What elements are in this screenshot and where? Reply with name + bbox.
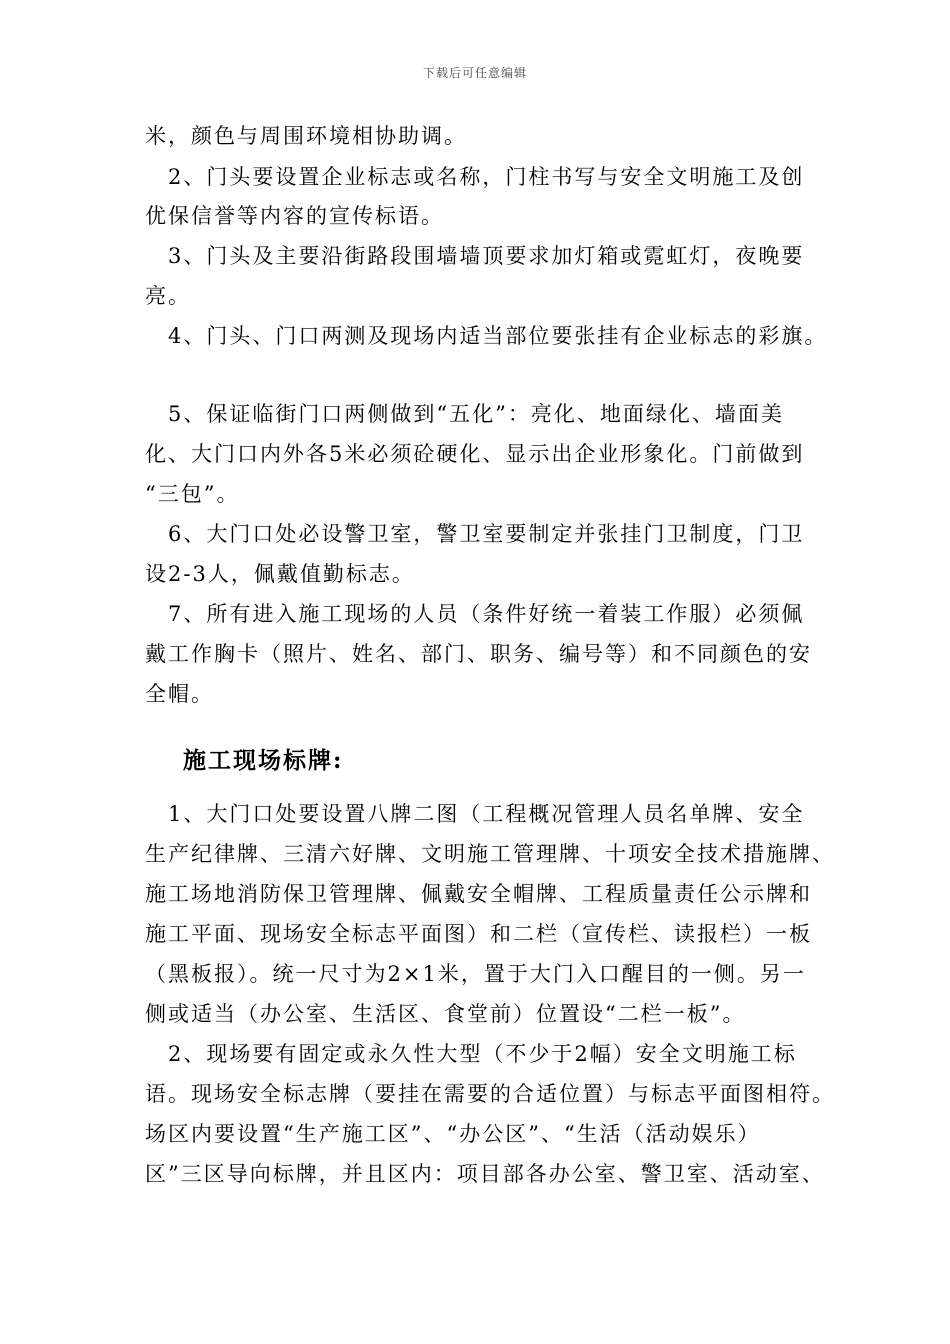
body-line: 设2-3人，佩戴值勤标志。 — [145, 562, 415, 586]
body-line: 戴工作胸卡（照片、姓名、部门、职务、编号等）和不同颜色的安 — [145, 642, 812, 666]
section-body-line: 侧或适当（办公室、生活区、食堂前）位置设“二栏一板”。 — [145, 1002, 746, 1026]
section-body-line: 1、大门口处要设置八牌二图（工程概况管理人员名单牌、安全 — [145, 802, 805, 826]
section-body-line: 语。现场安全标志牌（要挂在需要的合适位置）与标志平面图相符。 — [145, 1082, 835, 1106]
body-line: 全帽。 — [145, 682, 214, 706]
body-line: 亮。 — [145, 284, 191, 308]
body-line: 7、所有进入施工现场的人员（条件好统一着装工作服）必须佩 — [145, 602, 805, 626]
section-body-line: 施工场地消防保卫管理牌、佩戴安全帽牌、工程质量责任公示牌和 — [145, 882, 812, 906]
section-body-line: 区”三区导向标牌，并且区内：项目部各办公室、警卫室、活动室、 — [145, 1162, 825, 1186]
section-body-line: 生产纪律牌、三清六好牌、文明施工管理牌、十项安全技术措施牌、 — [145, 842, 835, 866]
body-line: 优保信誉等内容的宣传标语。 — [145, 204, 444, 228]
body-line: 2、门头要设置企业标志或名称，门柱书写与安全文明施工及创 — [145, 165, 805, 189]
section-body-line: 2、现场要有固定或永久性大型（不少于2幅）安全文明施工标 — [145, 1042, 797, 1066]
section-body-line: （黑板报）。统一尺寸为2×1米，置于大门入口醒目的一侧。另一 — [145, 962, 806, 986]
body-line: 米，颜色与周围环境相协助调。 — [145, 124, 467, 148]
body-line: 3、门头及主要沿街路段围墙墙顶要求加灯箱或霓虹灯，夜晚要 — [145, 244, 805, 268]
body-line: 化、大门口内外各5米必须砼硬化、显示出企业形象化。门前做到 — [145, 442, 805, 466]
page-header-note: 下载后可任意编辑 — [422, 66, 527, 80]
body-line: 4、门头、门口两测及现场内适当部位要张挂有企业标志的彩旗。 — [145, 324, 828, 348]
section-body-line: 施工平面、现场安全标志平面图）和二栏（宣传栏、读报栏）一板 — [145, 922, 812, 946]
section-heading: 施工现场标牌: — [183, 747, 344, 774]
body-line: “三包”。 — [145, 482, 240, 506]
section-body-line: 场区内要设置“生产施工区”、“办公区”、“生活（活动娱乐） — [145, 1122, 761, 1146]
body-line: 5、保证临街门口两侧做到“五化”：亮化、地面绿化、墙面美 — [145, 402, 784, 426]
body-line: 6、大门口处必设警卫室，警卫室要制定并张挂门卫制度，门卫 — [145, 522, 805, 546]
